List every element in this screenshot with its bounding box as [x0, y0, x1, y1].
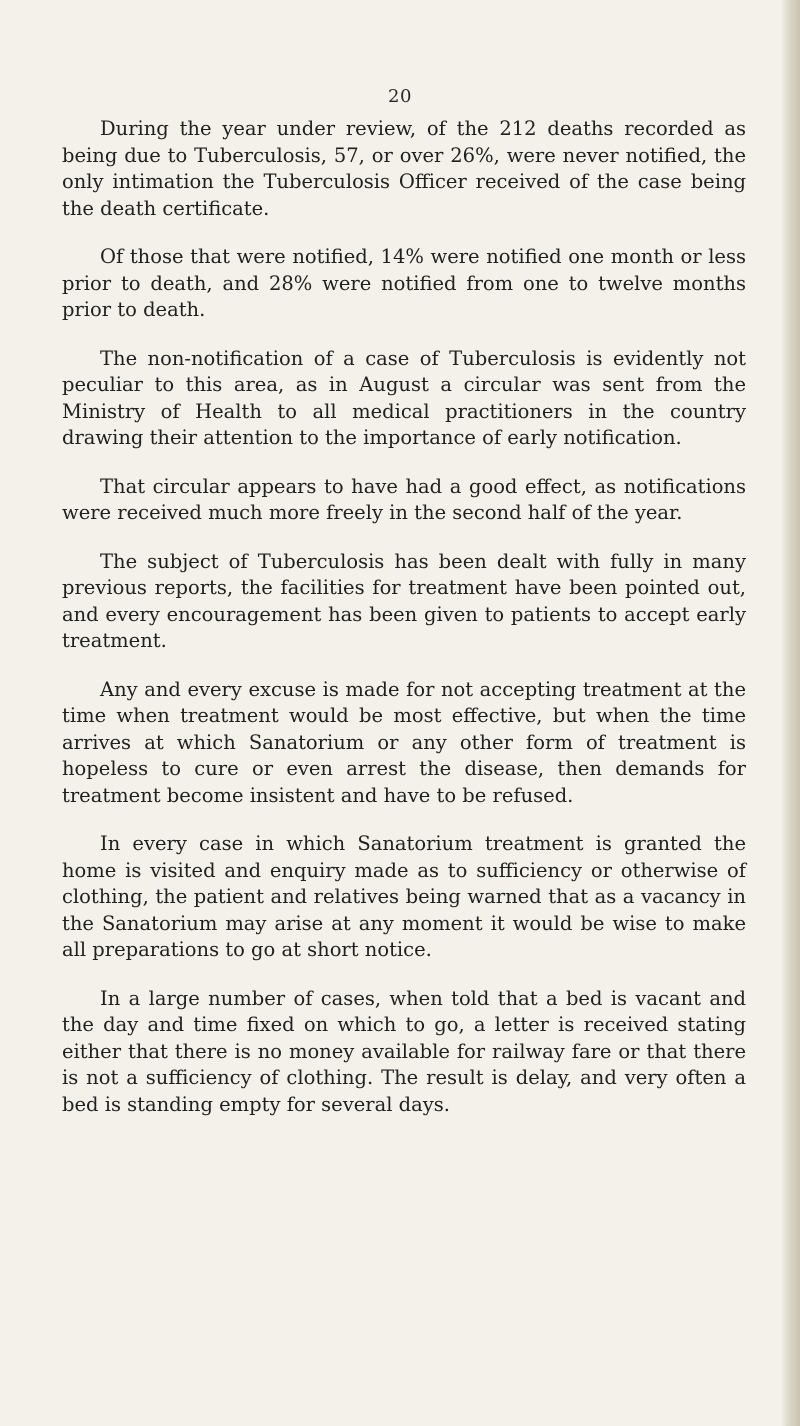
page-number: 20: [388, 86, 412, 107]
document-body: [62, 116, 746, 1140]
paragraph-ministry-circular: The non-notification of a case of Tuberculosis is evidently not peculiar to this area, as in August a circular was sent from the Ministry of Health to all medical practitioners in the country drawing their attention to the importance of early notification.: [62, 346, 746, 449]
paragraph-home-visits: In every case in which Sanatorium treatment is granted the home is visited and enquiry made as to sufficiency or otherwise of clothing, the patient and relatives being warned that as a vacancy in the Sanatorium may arise at any moment it would be wise to make all preparations to go at short notice.: [62, 832, 746, 961]
paragraph-treatment-facilities: The subject of Tuberculosis has been dealt with fully in many previous reports, the facilities for treatment have been pointed out, and every encouragement has been given to patients to accept early treatment.: [62, 549, 746, 652]
paragraph-unnotified-deaths: During the year under review, of the 212 deaths recorded as being due to Tuberculosis, 57, or over 26%, were never notified, the only intimation the Tuberculosis Officer received of the case being the death certificate.: [62, 117, 746, 220]
paragraph-notification-timing: Of those that were notified, 14% were notified one month or less prior to death, and 28% were notified from one to twelve months prior to death.: [62, 245, 746, 321]
paragraph-bed-vacancy-delays: In a large number of cases, when told that a bed is vacant and the day and time fixed on which to go, a letter is received stating either that there is no money available for railway fare or that there is not a sufficiency of clothing. The result is delay, and very often a bed is standing empty for several days.: [62, 986, 746, 1116]
paragraph-circular-effect: That circular appears to have had a good effect, as notifications were received much more freely in the second half of the year.: [62, 474, 746, 524]
page-edge-shadow: [782, 0, 800, 1426]
paragraph-treatment-excuses: Any and every excuse is made for not accepting treatment at the time when treatment would be most effective, but when the time arrives at which Sanatorium or any other form of treatment is hopeless to cure or even arrest the disease, then demands for treatment become insistent and have to be refused.: [62, 677, 746, 807]
